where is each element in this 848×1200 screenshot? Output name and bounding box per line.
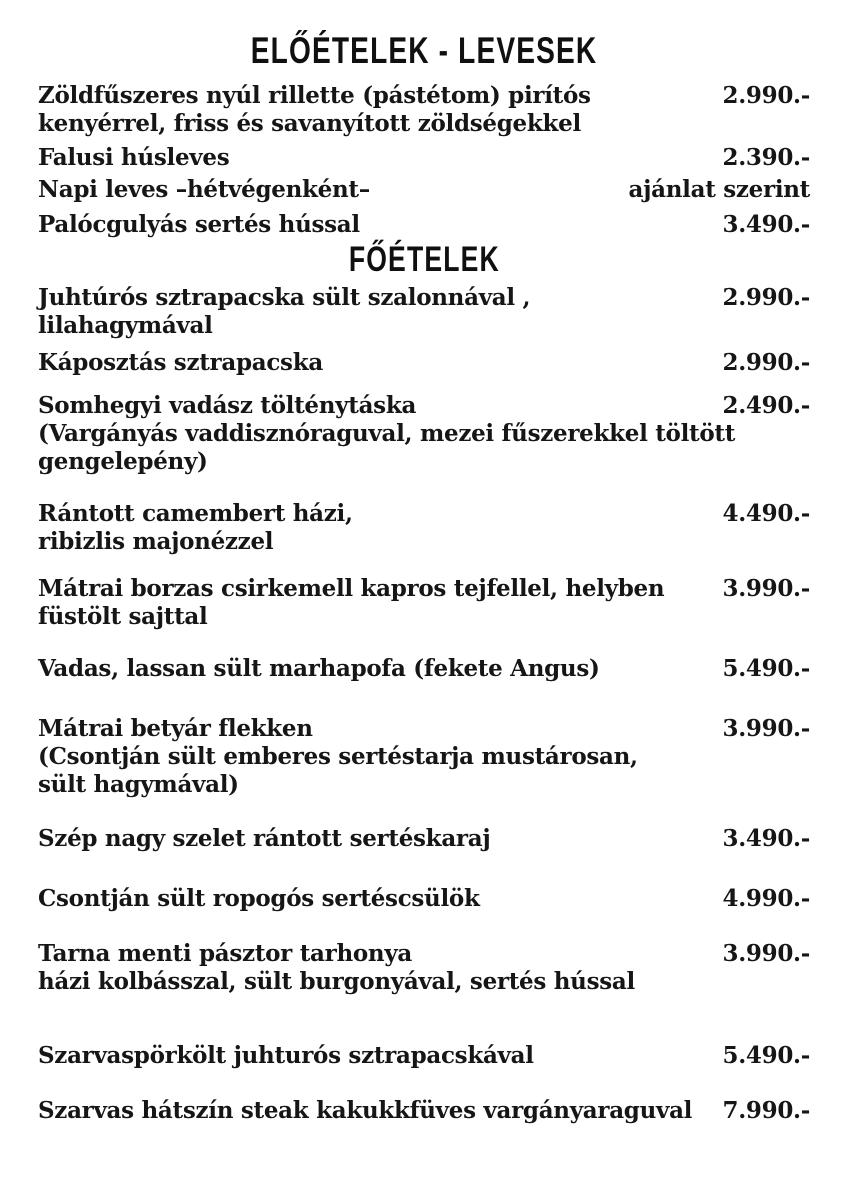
item-name-line: Szép nagy szelet rántott sertéskaraj [38,825,491,852]
item-price: 5.490.- [722,655,810,682]
section-title-mains [38,241,810,279]
item-price: 4.490.- [722,500,810,527]
menu-item-row [38,349,810,377]
item-price: 7.990.- [722,1097,810,1124]
item-name [38,575,707,631]
menu-item-row [38,655,810,683]
item-price: 2.390.- [722,144,810,171]
item-name-line: Szarvas hátszín steak kakukkfüves vargányaraguval [38,1097,693,1124]
item-name-line: Zöldfűszeres nyúl rillette (pástétom) pirítós [38,82,591,109]
menu-item-row [38,176,810,204]
item-name [38,176,613,204]
item-name [38,144,707,172]
item-name [38,211,707,239]
item-price: 2.990.- [722,284,810,311]
item-price: 2.990.- [722,349,810,376]
item-price: 3.990.- [722,715,810,742]
menu-item-row [38,1097,810,1125]
item-name [38,349,707,377]
item-name-line: Rántott camembert házi, [38,500,353,527]
menu-item-row [38,940,810,996]
item-name [38,1042,707,1070]
item-name-line: kenyérrel, friss és savanyított zöldségekkel [38,110,581,137]
item-name [38,82,707,138]
item-price: 3.490.- [722,825,810,852]
section-title-starters-text: ELŐÉTELEK - LEVESEK [250,30,598,71]
item-name [38,500,707,556]
item-name-line: Juhtúrós sztrapacska sült szalonnával , [38,284,531,311]
item-name [38,284,707,340]
item-name [38,655,707,683]
item-name-line: ribizlis majonézzel [38,528,274,555]
item-name-line: Mátrai borzas csirkemell kapros tejfellel, helyben [38,575,665,602]
item-name-line: Tarna menti pásztor tarhonya [38,940,413,967]
item-name-line: Szarvaspörkölt juhturós sztrapacskával [38,1042,534,1069]
item-name-line: Vadas, lassan sült marhapofa (fekete Angus) [38,655,600,682]
item-name [38,825,707,853]
item-name-line: Falusi húsleves [38,144,230,171]
item-price: 2.490.- [722,392,810,419]
item-name-line: Napi leves –hétvégenként– [38,176,370,203]
item-name-line: Káposztás sztrapacska [38,349,323,376]
item-name [38,1097,707,1125]
item-price: 3.490.- [722,211,810,238]
item-name-line: gengelepény) [38,448,208,475]
item-name-line: (Csontján sült emberes sertéstarja mustárosan, [38,743,638,770]
item-name-line: sült hagymával) [38,771,239,798]
item-name-line: (Vargányás vaddisznóraguval, mezei fűszerekkel töltött [38,420,736,447]
item-name [38,715,707,799]
menu-item-row [38,715,810,799]
menu-item-row [38,211,810,239]
item-name-line: házi kolbásszal, sült burgonyával, sertés hússal [38,968,635,995]
menu-item-row [38,1042,810,1070]
item-price: 3.990.- [722,575,810,602]
item-price: 2.990.- [722,82,810,109]
item-price: 5.490.- [722,1042,810,1069]
menu-item-row [38,284,810,340]
item-name-line: füstölt sajttal [38,603,208,630]
menu-item-row [38,82,810,138]
item-name-line: lilahagymával [38,312,213,339]
item-name [38,885,707,913]
item-name [38,940,707,996]
item-name-line: Csontján sült ropogós sertéscsülök [38,885,480,912]
menu-item-row [38,144,810,172]
menu-item-row [38,392,810,476]
item-price: ajánlat szerint [628,176,810,203]
item-name-line: Somhegyi vadász tölténytáska [38,392,417,419]
menu-item-row [38,500,810,556]
item-name-line: Mátrai betyár flekken [38,715,313,742]
item-price: 4.990.- [722,885,810,912]
section-title-mains-text: FŐÉTELEK [348,240,500,279]
item-name-line: Palócgulyás sertés hússal [38,211,360,238]
menu-item-row [38,885,810,913]
menu-item-row [38,575,810,631]
section-title-starters [38,30,810,72]
menu-item-row [38,825,810,853]
item-name [38,392,736,476]
item-price: 3.990.- [722,940,810,967]
